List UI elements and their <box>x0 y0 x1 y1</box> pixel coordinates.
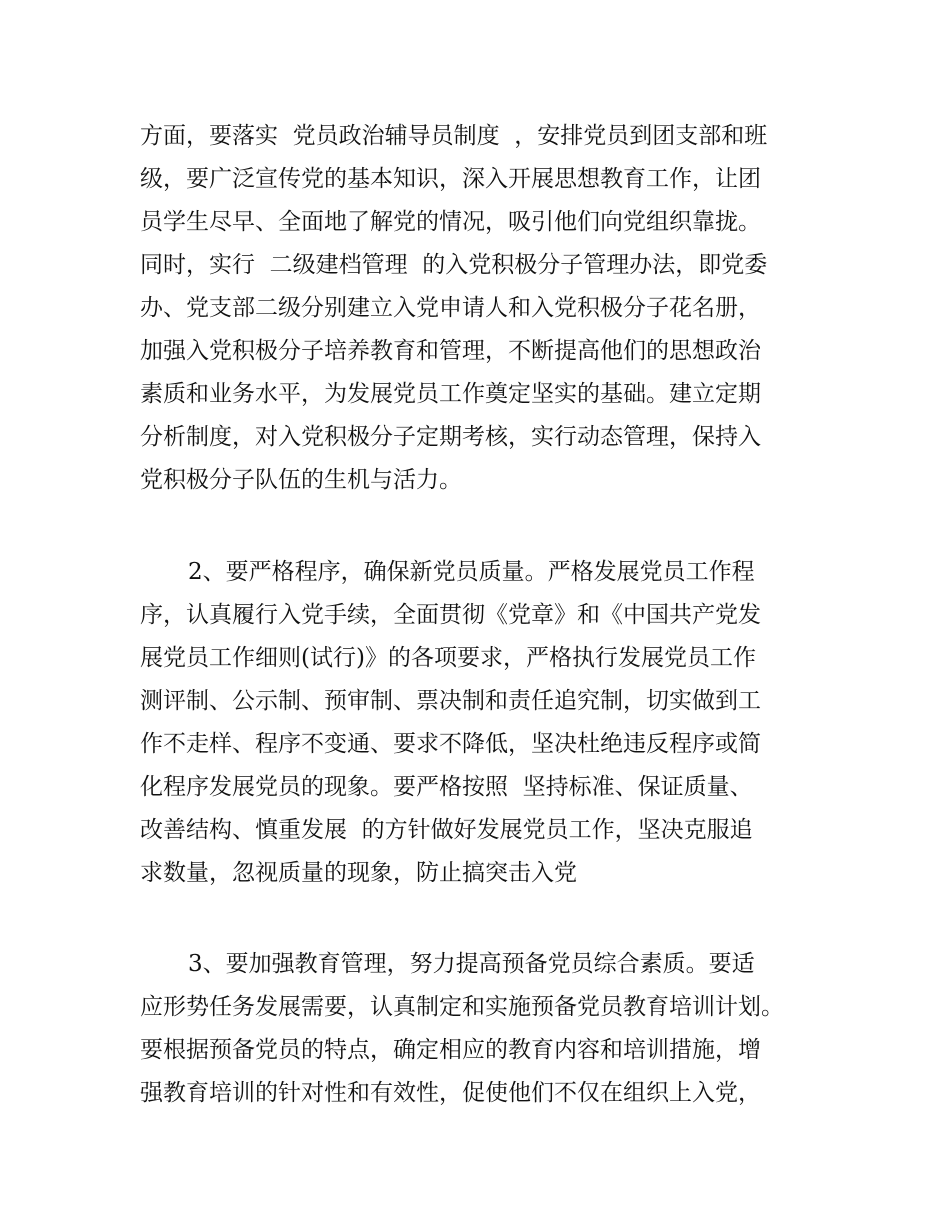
paragraph-line: 强教育培训的针对性和有效性，促使他们不仅在组织上入党， <box>140 1080 761 1106</box>
paragraph-line: 序，认真履行入党手续，全面贯彻《党章》和《中国共产党发 <box>140 602 761 628</box>
paragraph-line: 党积极分子队伍的生机与活力。 <box>140 467 462 493</box>
paragraph-line: 2、要严格程序，确保新党员质量。严格发展党员工作程 <box>188 559 755 585</box>
paragraph-line: 测评制、公示制、预审制、票决制和责任追究制，切实做到工 <box>140 688 761 714</box>
paragraph-line: 级，要广泛宣传党的基本知识，深入开展思想教育工作，让团 <box>140 166 761 192</box>
paragraph-line: 化程序发展党员的现象。要严格按照 坚持标准、保证质量、 <box>140 774 753 800</box>
paragraph-line: 素质和业务水平，为发展党员工作奠定坚实的基础。建立定期 <box>140 381 761 407</box>
paragraph-line: 加强入党积极分子培养教育和管理，不断提高他们的思想政治 <box>140 338 761 364</box>
paragraph-line: 应形势任务发展需要，认真制定和实施预备党员教育培训计划。 <box>140 994 784 1020</box>
paragraph-line: 办、党支部二级分别建立入党申请人和入党积极分子花名册， <box>140 295 761 321</box>
paragraph-line: 要根据预备党员的特点，确定相应的教育内容和培训措施，增 <box>140 1037 761 1063</box>
paragraph-line: 求数量，忽视质量的现象，防止搞突击入党 <box>140 860 577 886</box>
paragraph-line: 展党员工作细则(试行)》的各项要求，严格执行发展党员工作 <box>140 645 756 671</box>
paragraph-line: 作不走样、程序不变通、要求不降低，坚决杜绝违反程序或简 <box>140 731 761 757</box>
paragraph-line: 方面，要落实 党员政治辅导员制度 ，安排党员到团支部和班 <box>140 123 768 149</box>
paragraph-line: 员学生尽早、全面地了解党的情况，吸引他们向党组织靠拢。 <box>140 209 761 235</box>
paragraph-line: 同时，实行 二级建档管理 的入党积极分子管理办法，即党委 <box>140 252 768 278</box>
paragraph-line: 分析制度，对入党积极分子定期考核，实行动态管理，保持入 <box>140 424 761 450</box>
paragraph-line: 改善结构、慎重发展 的方针做好发展党员工作，坚决克服追 <box>140 817 753 843</box>
paragraph-line: 3、要加强教育管理，努力提高预备党员综合素质。要适 <box>188 951 755 977</box>
